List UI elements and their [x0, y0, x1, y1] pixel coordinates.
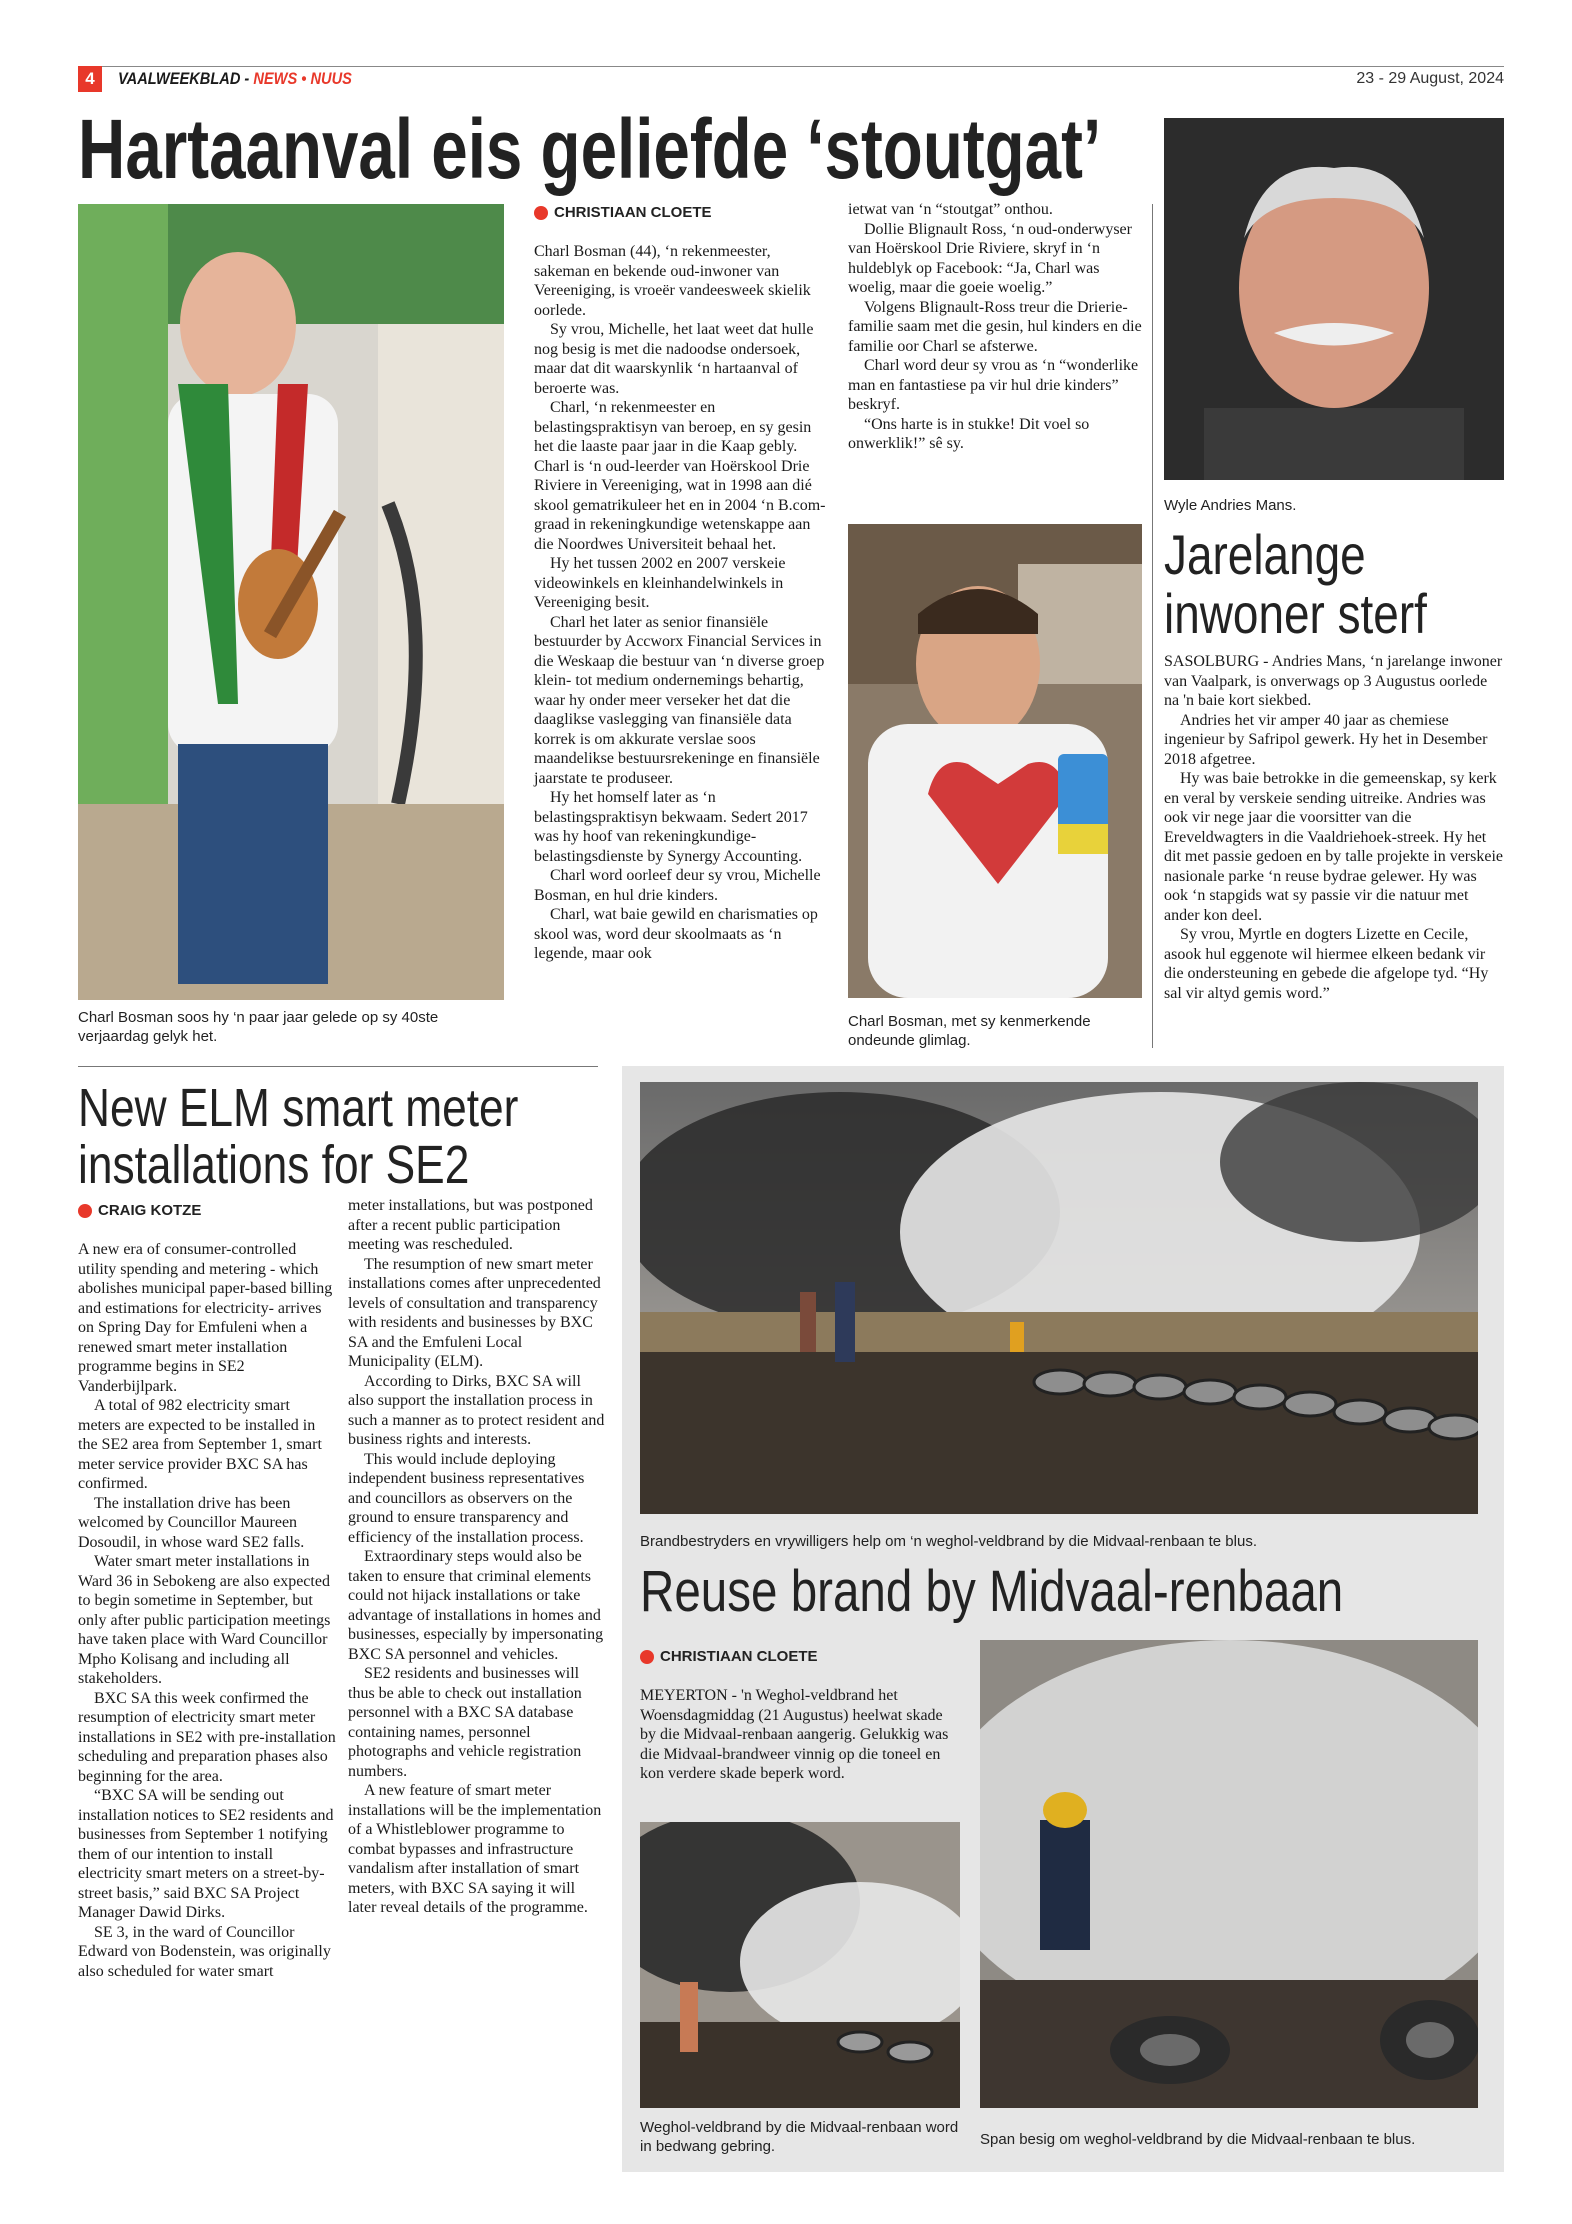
story4-small-photo — [640, 1822, 960, 2108]
section-name: NEWS • NUUS — [253, 69, 352, 88]
story1-headline: Hartaanval eis geliefde ‘stoutgat’ — [78, 102, 1102, 196]
story1-column2 — [848, 200, 1144, 454]
story4-right-caption: Span besig om weghol-veldbrand by die Midvaal-renbaan te blus. — [980, 2131, 1416, 2148]
story1-photo1-caption: Charl Bosman soos hy ‘n paar jaar gelede op sy 40ste verjaardag gelyk het. — [78, 1009, 439, 1045]
story3-paragraph: SE2 residents and businesses will thus be able to check out installation personnel with a BXC SA database containing names, personnel photographs and vehicle registration numbers. — [348, 1665, 582, 1780]
story1-paragraph: Hy het homself later as ‘n belastingspraktisyn bekwaam. Sedert 2017 was hy hoof van rekeningkundige- belastingsdienste by Synergy Accounting. — [534, 789, 808, 865]
story1-byline — [534, 204, 712, 221]
issue-date: 23 - 29 August, 2024 — [1356, 70, 1504, 87]
story4-author: CHRISTIAAN CLOETE — [660, 1648, 818, 1665]
story3-paragraph: A new feature of smart meter installations will be the implementation of a Whistleblower programme to combat bypasses and infrastructure vandalism after installation of smart meters, with BXC SA saying it will later reveal details of the programme. — [348, 1782, 602, 1916]
story1-author: CHRISTIAAN CLOETE — [554, 204, 712, 221]
publication-name: VAALWEEKBLAD - — [118, 69, 254, 88]
story3-headline-line2: installations for SE2 — [78, 1134, 470, 1195]
story2-headline-line1: Jarelange — [1164, 523, 1366, 586]
story3-author: CRAIG KOTZE — [98, 1202, 202, 1219]
story3-column1 — [78, 1240, 336, 1981]
story2-paragraph: SASOLBURG - Andries Mans, ‘n jarelange inwoner van Vaalpark, is onverwags op 3 Augustus oorlede na 'n baie kort siekbed. — [1164, 653, 1503, 709]
story1-paragraph: “Ons harte is in stukke! Dit voel so onwerklik!” sê sy. — [848, 415, 1090, 452]
story1-paragraph: Charl, wat baie gewild en charismaties op skool was, word deur skoolmaats as ‘n legende, maar ook — [534, 906, 818, 962]
story2-headline — [1164, 523, 1427, 645]
byline-dot-icon — [534, 206, 548, 220]
story3-paragraph: A new era of consumer-controlled utility spending and metering - which abolishes municipal paper-based billing and estimations for electricity- arrives on Spring Day for Emfuleni when a renewed smart meter installation programme begins in SE2 Vanderbijlpark. — [78, 1241, 333, 1395]
story3-paragraph: meter installations, but was postponed after a recent public participation meeting was rescheduled. — [348, 1197, 593, 1253]
section-divider — [78, 1066, 598, 1067]
story4-small-caption: Weghol-veldbrand by die Midvaal-renbaan word in bedwang gebring. — [640, 2119, 959, 2155]
story2-paragraph: Sy vrou, Myrtle en dogters Lizette en Cecile, asook hul eggenote wil hiermee elkeen bedank vir die ondersteuning en gebede die afgelope tyd. “Hy sal vir altyd gemis word.” — [1164, 926, 1489, 1002]
story4-headline: Reuse brand by Midvaal-renbaan — [640, 1559, 1344, 1624]
story3-paragraph: Extraordinary steps would also be taken to ensure that criminal elements could not hijack installations or take advantage of installations in homes and businesses, especially by impersonating BXC SA personnel and vehicles. — [348, 1548, 604, 1663]
story3-paragraph: A total of 982 electricity smart meters are expected to be installed in the SE2 area from September 1, smart meter service provider BXC SA has confirmed. — [78, 1397, 322, 1492]
byline-dot-icon — [78, 1204, 92, 1218]
story3-paragraph: Water smart meter installations in Ward 36 in Sebokeng are also expected to begin sometime in September, but only after public participation meetings have taken place with Ward Councillor Mpho Kolisang and including all stakeholders. — [78, 1553, 331, 1687]
story2-paragraph: Hy was baie betrokke in die gemeenskap, sy kerk en veral by verskeie sending uitreike. Andries was ook vir nege jaar die voorsitter van die Ereveldwagters in die Vaaldriehoek-streek. Hy het dit met passie gedoen en by talle projekte in verskeie nasionale parke ‘n reuse bydrae gelewer. Hy was ook ‘n stapgids wat sy passie vir die natuur met ander kon deel. — [1164, 770, 1503, 924]
story2-portrait-photo — [1164, 118, 1504, 480]
story3-column2 — [348, 1196, 606, 1918]
story3-paragraph: This would include deploying independent business representatives and councillors as observers on the ground to ensure transparency and efficiency of the installation process. — [348, 1450, 585, 1546]
story1-paragraph: Dollie Blignault Ross, ‘n oud-onderwyser van Hoërskool Drie Riviere, skryf in ‘n huldeblyk op Facebook: “Ja, Charl was woelig, maar die goeie woelig.” — [848, 220, 1132, 296]
story1-paragraph: Sy vrou, Michelle, het laat weet dat hulle nog besig is met die nadoodse ondersoek, maar dat dit waarskynlik ‘n hartaanval of beroerte was. — [534, 321, 814, 397]
story1-paragraph: Charl word oorleef deur sy vrou, Michelle Bosman, en hul drie kinders. — [534, 867, 821, 904]
story2-body — [1164, 652, 1504, 1003]
column-divider — [1152, 204, 1153, 1048]
story2-headline-line2: inwoner sterf — [1164, 581, 1427, 645]
story1-column1 — [534, 242, 830, 964]
story1-paragraph: ietwat van ‘n “stoutgat” onthou. — [848, 201, 1053, 218]
story4-byline — [640, 1648, 818, 1665]
story4-main-caption: Brandbestryders en vrywilligers help om ‘n weghol-veldbrand by die Midvaal-renbaan te blus. — [640, 1533, 1257, 1550]
story3-paragraph: SE 3, in the ward of Councillor Edward von Bodenstein, was originally also scheduled for water smart — [78, 1923, 331, 1980]
story3-byline — [78, 1202, 201, 1219]
story1-paragraph: Charl word deur sy vrou as ‘n “wonderlike man en fantastiese pa vir hul drie kinders” beskryf. — [848, 357, 1139, 413]
story1-paragraph: Charl, ‘n rekenmeester en belastingspraktisyn van beroep, en sy gesin het die laaste paar jaar in die Kaap gebly. Charl is ‘n oud-leerder van Hoërskool Drie Riviere in Vereeniging, wat in 1998 aan dié skool gematrikuleer het en in 2004 ‘n B.com-graad in rekeningkundige wetenskappe aan die Noordwes Universiteit behaal het. — [534, 399, 826, 553]
story1-photo-smile — [848, 524, 1142, 998]
story3-paragraph: BXC SA this week confirmed the resumption of electricity smart meter installations in SE2 with pre-installation scheduling and preparation phases also beginning for the area. — [78, 1689, 336, 1785]
story4-paragraph: MEYERTON - 'n Weghol-veldbrand het Woensdagmiddag (21 Augustus) heelwat skade by die Midvaal-renbaan aangerig. Gelukkig was die Midvaal-brandweer vinnig op die toneel en kon verdere skade beperk word. — [640, 1687, 949, 1782]
story3-paragraph: According to Dirks, BXC SA will also support the installation process in such a manner as to protect resident and business rights and interests. — [348, 1372, 605, 1448]
story4-body — [640, 1686, 956, 1784]
story3-headline — [78, 1080, 518, 1193]
story1-paragraph: Hy het tussen 2002 en 2007 verskeie videowinkels en kleinhandelwinkels in Vereeniging besit. — [534, 555, 786, 611]
story1-paragraph: Volgens Blignault-Ross treur die Drierie-familie saam met die gesin, hul kinders en die familie oor Charl se afsterwe. — [848, 298, 1142, 355]
story3-headline-line1: New ELM smart meter — [78, 1078, 519, 1138]
story2-paragraph: Andries het vir amper 40 jaar as chemiese ingenieur by Safripol gewerk. Hy het in Desember 2018 afgetree. — [1164, 711, 1488, 768]
story3-paragraph: The installation drive has been welcomed by Councillor Maureen Dosoudil, in whose ward SE2 falls. — [78, 1494, 305, 1551]
story1-paragraph: Charl Bosman (44), ‘n rekenmeester, sakeman en bekende oud-inwoner van Vereeniging, is vroeër vandeesweek skielik oorlede. — [534, 243, 811, 319]
story4-right-photo — [980, 1640, 1478, 2108]
story1-paragraph: Charl het later as senior finansiële bestuurder by Accworx Financial Services in die Weskaap die bestuur van ‘n diverse groep klein- tot medium ondernemings behartig, waar hy onder meer verseker het dat die daaglikse vaslegging van finansiële data korrek is om akkurate verslae soos maandelikse bestuursrekeninge en finansiële jaarstate te produseer. — [534, 613, 825, 787]
byline-dot-icon — [640, 1650, 654, 1664]
story3-paragraph: “BXC SA will be sending out installation notices to SE2 residents and businesses from September 1 notifying them of our intention to install electricity smart meters on a street-by-street basis,” said BXC SA Project Manager Dawid Dirks. — [78, 1787, 334, 1921]
story3-paragraph: The resumption of new smart meter installations comes after unprecedented levels of consultation and transparency with residents and businesses by BXC SA and the Emfuleni Local Municipality (ELM). — [348, 1255, 601, 1370]
story4-main-photo — [640, 1082, 1478, 1514]
page-number: 4 — [78, 66, 102, 92]
story1-photo-birthday — [78, 204, 504, 1000]
masthead — [118, 66, 352, 92]
story2-photo-caption: Wyle Andries Mans. — [1164, 497, 1297, 514]
story1-photo2-caption: Charl Bosman, met sy kenmerkende ondeunde glimlag. — [848, 1013, 1091, 1049]
